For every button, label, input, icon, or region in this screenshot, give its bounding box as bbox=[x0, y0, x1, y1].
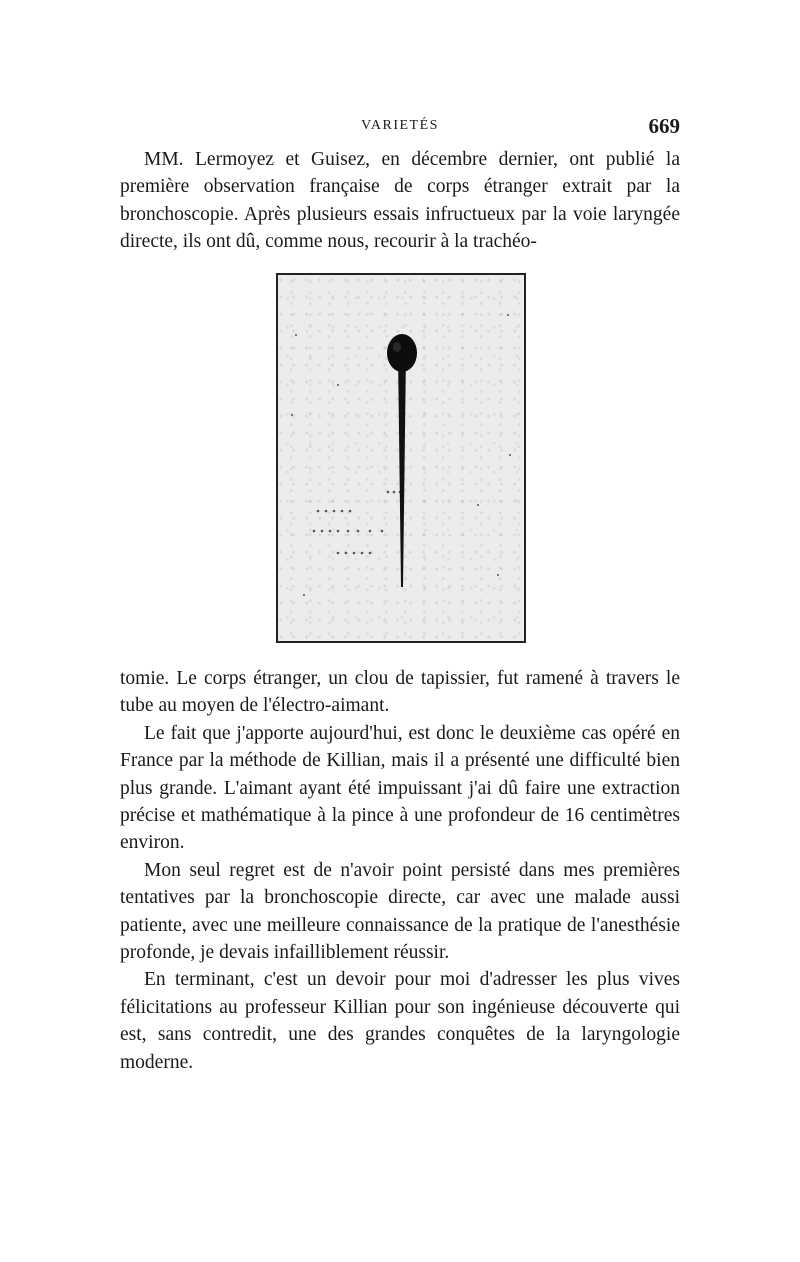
running-title: VARIETÉS bbox=[361, 118, 439, 133]
text-block-bottom bbox=[120, 665, 680, 1076]
text-block-top bbox=[120, 146, 680, 256]
paragraph: Mon seul regret est de n'avoir point persisté dans mes premières tentatives par la bronchoscopie directe, car avec une malade aussi patiente, avec une meilleure connaissance de la pratique de l'anesthésie profonde, je devais infailliblement réussir. bbox=[120, 859, 680, 964]
figure-pin-photograph bbox=[276, 273, 526, 643]
paragraph: En terminant, c'est un devoir pour moi d'adresser les plus vives félicitations au professeur Killian pour son ingénieuse découverte qui est, sans contredit, une des grandes conquêtes de la laryngologie moderne. bbox=[120, 969, 680, 1073]
running-head bbox=[120, 114, 680, 144]
paragraph: Le fait que j'apporte aujourd'hui, est donc le deuxième cas opéré en France par la méthode de Killian, mais il a présenté une difficulté bien plus grande. L'aimant ayant été impuissant j'ai dû faire une extraction précise et mathématique à la pince à une profondeur de 16 centimètres environ. bbox=[120, 722, 680, 854]
pin-head bbox=[387, 334, 417, 372]
paragraph: tomie. Le corps étranger, un clou de tapissier, fut ramené à travers le tube au moyen de l'électro-aimant. bbox=[120, 668, 680, 717]
pin-shaft bbox=[398, 353, 406, 587]
paragraph: MM. Lermoyez et Guisez, en décembre dernier, ont publié la première observation française de corps étranger extrait par la bronchoscopie. Après plusieurs essais infructueux par la voie laryngée directe, ils ont dû, comme nous, recourir à la trachéo- bbox=[120, 149, 680, 253]
pin-illustration bbox=[278, 275, 524, 641]
page-number: 669 bbox=[648, 114, 680, 138]
